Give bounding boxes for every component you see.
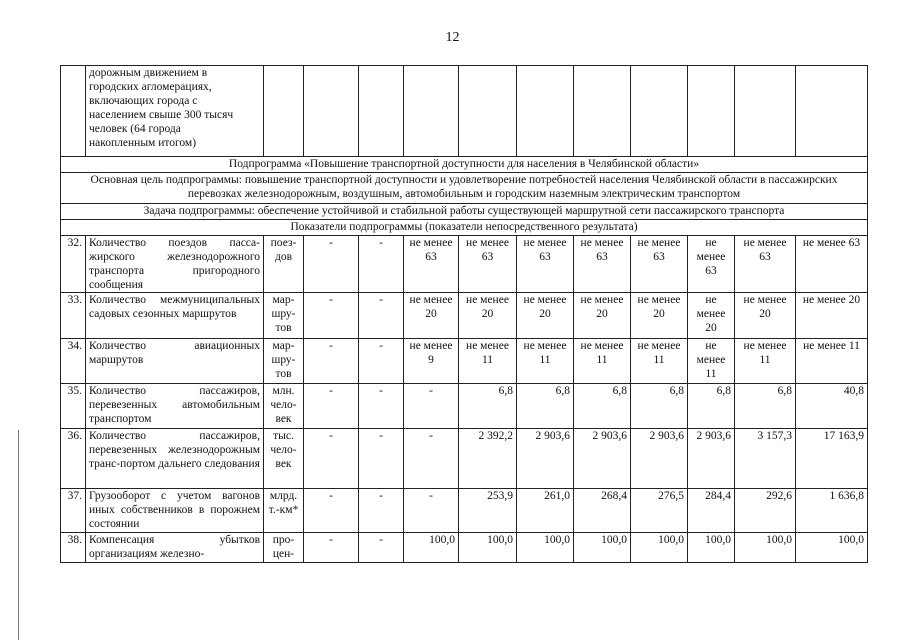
value-cell <box>459 66 517 157</box>
value-cell: не менее 20 <box>688 293 735 339</box>
value-cell: не менее 63 <box>735 236 796 293</box>
value-cell: - <box>304 489 359 533</box>
value-cell: не менее 20 <box>735 293 796 339</box>
value-cell: не менее 63 <box>574 236 631 293</box>
value-cell: не менее 11 <box>631 339 688 384</box>
value-cell: 100,0 <box>404 533 459 563</box>
table-row <box>61 236 868 293</box>
row-number: 34. <box>61 339 86 384</box>
value-cell <box>404 66 459 157</box>
value-cell: не менее 63 <box>517 236 574 293</box>
value-cell: 17 163,9 <box>796 429 868 489</box>
value-cell: - <box>359 489 404 533</box>
subprogram-task: Задача подпрограммы: обеспечение устойчивой и стабильной работы существующей маршрутной сети пассажирского транспорта <box>61 204 868 220</box>
value-cell: - <box>359 293 404 339</box>
continuation-line: населением свыше 300 тысяч <box>89 109 234 121</box>
value-cell: 253,9 <box>459 489 517 533</box>
row-number: 36. <box>61 429 86 489</box>
continuation-line: городских агломерациях, <box>89 81 212 93</box>
table-row <box>61 429 868 489</box>
value-cell: 6,8 <box>631 384 688 429</box>
value-cell: - <box>359 533 404 563</box>
page-number: 12 <box>445 30 460 45</box>
value-cell: 6,8 <box>735 384 796 429</box>
value-cell: не менее 63 <box>404 236 459 293</box>
value-cell: 3 157,3 <box>735 429 796 489</box>
unit-cell: поез-дов <box>264 236 304 293</box>
table-row <box>61 293 868 339</box>
value-cell: 1 636,8 <box>796 489 868 533</box>
value-cell: не менее 63 <box>631 236 688 293</box>
value-cell: не менее 20 <box>459 293 517 339</box>
value-cell: не менее 20 <box>517 293 574 339</box>
value-cell: 100,0 <box>796 533 868 563</box>
value-cell: - <box>359 339 404 384</box>
continuation-row <box>61 66 868 157</box>
value-cell: 100,0 <box>688 533 735 563</box>
value-cell: не менее 11 <box>735 339 796 384</box>
value-cell: - <box>404 429 459 489</box>
value-cell: не менее 11 <box>796 339 868 384</box>
value-cell: - <box>359 384 404 429</box>
value-cell: 6,8 <box>574 384 631 429</box>
indicators-title: Показатели подпрограммы (показатели непосредственного результата) <box>61 220 868 236</box>
value-cell: не менее 11 <box>459 339 517 384</box>
indicator-rows <box>61 236 868 563</box>
value-cell: не менее 11 <box>517 339 574 384</box>
value-cell: 261,0 <box>517 489 574 533</box>
row-number: 35. <box>61 384 86 429</box>
unit-cell: мар-шру-тов <box>264 293 304 339</box>
unit-cell: млн. чело-век <box>264 384 304 429</box>
indicators-header-row <box>61 220 868 236</box>
value-cell: - <box>304 384 359 429</box>
value-cell <box>574 66 631 157</box>
value-cell: 2 903,6 <box>631 429 688 489</box>
value-cell: - <box>304 533 359 563</box>
table-row <box>61 533 868 563</box>
value-cell: - <box>404 489 459 533</box>
value-cell: 100,0 <box>517 533 574 563</box>
value-cell <box>517 66 574 157</box>
value-cell: не менее 20 <box>404 293 459 339</box>
value-cell: 40,8 <box>796 384 868 429</box>
indicator-name: Количество межмуниципальных садовых сезонных маршрутов <box>86 293 264 339</box>
value-cell: 292,6 <box>735 489 796 533</box>
value-cell: - <box>304 429 359 489</box>
indicator-name: Грузооборот с учетом вагонов иных собственников в порожнем состоянии <box>86 489 264 533</box>
row-number: 33. <box>61 293 86 339</box>
value-cell <box>796 66 868 157</box>
value-cell: не менее 11 <box>574 339 631 384</box>
indicator-name: Количество пассажиров, перевезенных железнодорожным транс-портом дальнего следования <box>86 429 264 489</box>
value-cell: 2 903,6 <box>688 429 735 489</box>
value-cell: - <box>304 339 359 384</box>
unit-cell: про-цен- <box>264 533 304 563</box>
value-cell: - <box>359 236 404 293</box>
continuation-line: человек (64 города <box>89 123 181 135</box>
value-cell: 2 903,6 <box>517 429 574 489</box>
subprogram-title: Подпрограмма «Повышение транспортной доступности для населения в Челябинской области» <box>61 157 868 173</box>
value-cell: 6,8 <box>688 384 735 429</box>
continuation-line: дорожным движением в <box>89 67 208 79</box>
value-cell: 100,0 <box>459 533 517 563</box>
value-cell <box>735 66 796 157</box>
value-cell: 268,4 <box>574 489 631 533</box>
indicator-name: Количество поездов пасса-жирского железнодорожного транспорта пригородного сообщения <box>86 236 264 293</box>
unit-cell: тыс. чело-век <box>264 429 304 489</box>
subprogram-row <box>61 157 868 173</box>
unit-cell: млрд. т.-км* <box>264 489 304 533</box>
unit-cell: мар-шру-тов <box>264 339 304 384</box>
value-cell: не менее 63 <box>459 236 517 293</box>
value-cell: - <box>304 293 359 339</box>
value-cell <box>688 66 735 157</box>
unit-cell <box>264 66 304 157</box>
row-number <box>61 66 86 157</box>
value-cell <box>304 66 359 157</box>
value-cell: 284,4 <box>688 489 735 533</box>
value-cell: не менее 63 <box>796 236 868 293</box>
value-cell <box>359 66 404 157</box>
value-cell: не менее 20 <box>574 293 631 339</box>
value-cell: 100,0 <box>574 533 631 563</box>
value-cell: 2 392,2 <box>459 429 517 489</box>
continuation-line: накопленным итогом) <box>89 137 197 149</box>
value-cell: не менее 9 <box>404 339 459 384</box>
value-cell: - <box>304 236 359 293</box>
continuation-line: включающих города с <box>89 95 198 107</box>
value-cell: - <box>404 384 459 429</box>
row-number: 37. <box>61 489 86 533</box>
row-number: 38. <box>61 533 86 563</box>
subprogram-goal: Основная цель подпрограммы: повышение транспортной доступности и удовлетворение потребностей населения Челябинской области в пассажирских перевозках железнодорожным, воздушным, автомобильным и городским наземным электрическим транспортом <box>61 173 868 204</box>
goal-row <box>61 173 868 204</box>
value-cell <box>631 66 688 157</box>
indicator-name: Компенсация убытков организациям железно- <box>86 533 264 563</box>
table-row <box>61 489 868 533</box>
value-cell: не менее 11 <box>688 339 735 384</box>
indicator-name: Количество пассажиров, перевезенных автомобильным транспортом <box>86 384 264 429</box>
indicator-name: Количество авиационных маршрутов <box>86 339 264 384</box>
table-row <box>61 339 868 384</box>
indicators-table <box>60 65 868 563</box>
value-cell: 100,0 <box>735 533 796 563</box>
value-cell: - <box>359 429 404 489</box>
value-cell: 6,8 <box>459 384 517 429</box>
table-row <box>61 384 868 429</box>
value-cell: не менее 63 <box>688 236 735 293</box>
indicator-name-continuation <box>86 66 264 157</box>
row-number: 32. <box>61 236 86 293</box>
scan-margin-line <box>18 430 19 640</box>
value-cell: не менее 20 <box>796 293 868 339</box>
value-cell: не менее 20 <box>631 293 688 339</box>
value-cell: 100,0 <box>631 533 688 563</box>
value-cell: 276,5 <box>631 489 688 533</box>
value-cell: 6,8 <box>517 384 574 429</box>
task-row <box>61 204 868 220</box>
value-cell: 2 903,6 <box>574 429 631 489</box>
